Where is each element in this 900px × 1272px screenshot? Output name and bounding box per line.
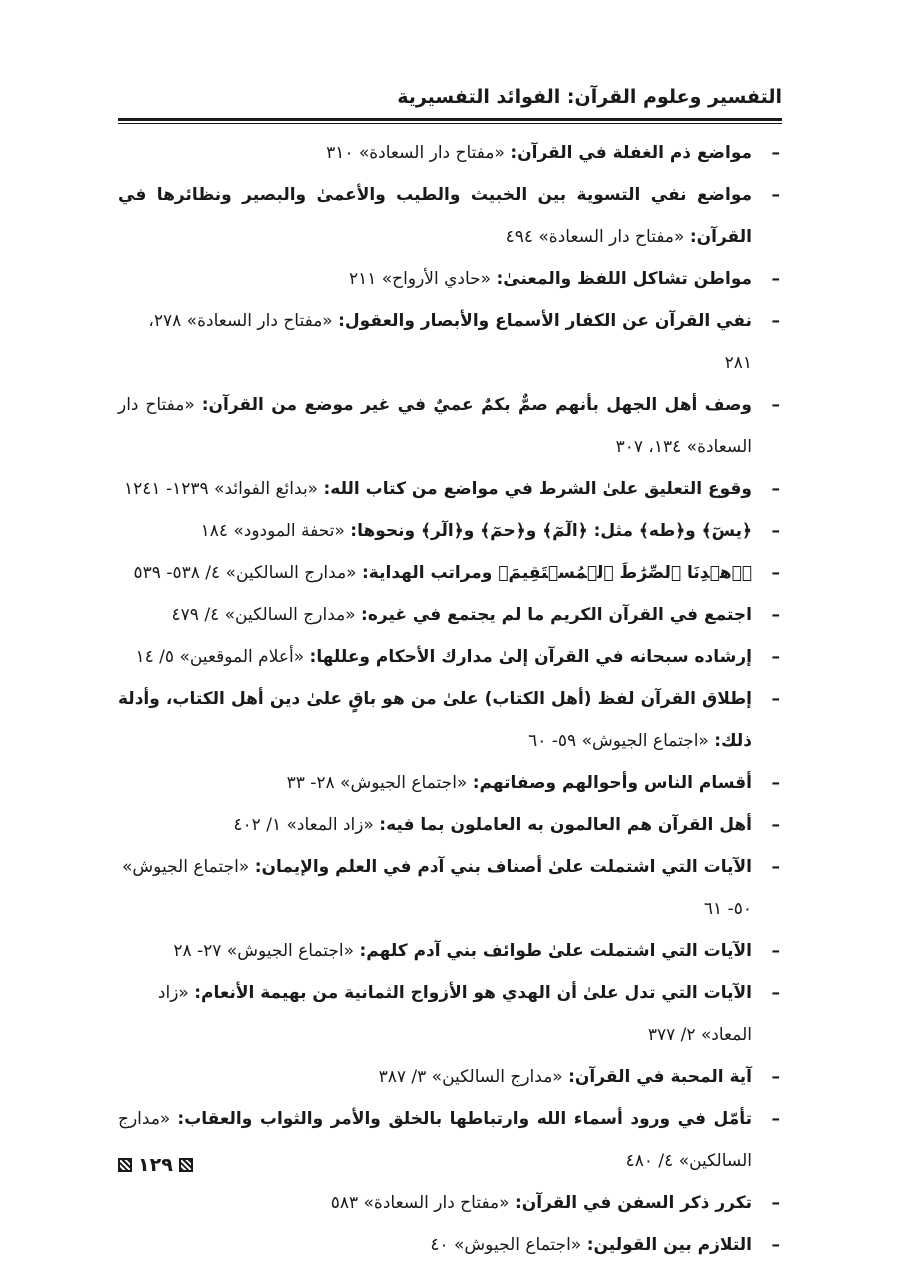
- dash-marker: –: [771, 395, 780, 415]
- dash-marker: –: [771, 815, 780, 835]
- page-number-block: [118, 1150, 193, 1180]
- index-entry: [118, 804, 782, 846]
- entry-reference: «مدارج السالكين» ٤/ ٤٧٩: [171, 605, 362, 625]
- index-entry: [118, 1098, 782, 1182]
- entry-reference: «بدائع الفوائد» ١٢٣٩- ١٢٤١: [124, 479, 324, 499]
- entry-reference: «اجتماع الجيوش» ٥٩- ٦٠: [528, 731, 715, 751]
- entry-title: إرشاده سبحانه في القرآن إلىٰ مدارك الأحكام وعللها:: [309, 647, 752, 667]
- dash-marker: –: [771, 857, 780, 877]
- entry-title: نفي القرآن عن الكفار الأسماع والأبصار والعقول:: [338, 311, 752, 331]
- entry-reference: «مفتاح دار السعادة» ٥٨٣: [330, 1193, 515, 1213]
- entry-title: إطلاق القرآن لفظ (أهل الكتاب) علىٰ من هو باقٍ علىٰ دين أهل الكتاب، وأدلة ذلك:: [118, 689, 752, 751]
- entry-title: الآيات التي اشتملت علىٰ أصناف بني آدم في العلم والإيمان:: [254, 857, 752, 877]
- entry-reference: «اجتماع الجيوش» ٥٠- ٦١: [122, 857, 752, 919]
- entry-title: مواضع ذم الغفلة في القرآن:: [510, 143, 752, 163]
- dash-marker: –: [771, 1067, 780, 1087]
- index-entry-list: [118, 132, 782, 1266]
- dash-marker: –: [771, 605, 780, 625]
- index-entry: [118, 930, 782, 972]
- entry-title: التلازم بين القولين:: [586, 1235, 752, 1255]
- entry-reference: «زاد المعاد» ٢/ ٣٧٧: [157, 983, 752, 1045]
- dash-marker: –: [771, 143, 780, 163]
- index-entry: [118, 762, 782, 804]
- header-rule-thick: [118, 118, 782, 121]
- header-rule-thin: [118, 123, 782, 124]
- index-entry: [118, 1182, 782, 1224]
- entry-title: اجتمع في القرآن الكريم ما لم يجتمع في غيره:: [361, 605, 752, 625]
- index-entry: [118, 678, 782, 762]
- index-entry: [118, 300, 782, 384]
- dash-marker: –: [771, 1235, 780, 1255]
- entry-reference: «تحفة المودود» ١٨٤: [200, 521, 351, 541]
- entry-reference: «مفتاح دار السعادة» ٣١٠: [326, 143, 511, 163]
- ornament-icon: [179, 1158, 193, 1172]
- index-entry: [118, 552, 782, 594]
- dash-marker: –: [771, 479, 780, 499]
- entry-title: تأمّل في ورود أسماء الله وارتباطها بالخلق والأمر والثواب والعقاب:: [177, 1109, 752, 1129]
- dash-marker: –: [771, 689, 780, 709]
- index-entry: [118, 258, 782, 300]
- entry-reference: «اجتماع الجيوش» ٢٨- ٣٣: [286, 773, 473, 793]
- entry-title: الآيات التي تدل علىٰ أن الهدي هو الأزواج الثمانية من بهيمة الأنعام:: [194, 983, 752, 1003]
- entry-reference: «مدارج السالكين» ٤/ ٥٣٨- ٥٣٩: [133, 563, 362, 583]
- entry-reference: «مفتاح دار السعادة» ١٣٤، ٣٠٧: [118, 395, 752, 457]
- page-number: ١٢٩: [138, 1154, 173, 1176]
- entry-reference: «مدارج السالكين» ٤/ ٤٨٠: [118, 1109, 752, 1171]
- dash-marker: –: [771, 311, 780, 331]
- index-entry: [118, 510, 782, 552]
- entry-title: آية المحبة في القرآن:: [568, 1067, 752, 1087]
- entry-title: ﴿ٱهۡدِنَا ٱلصِّرَٰطَ ٱلۡمُسۡتَقِيمَ﴾ ومراتب الهداية:: [362, 563, 752, 583]
- dash-marker: –: [771, 563, 780, 583]
- dash-marker: –: [771, 647, 780, 667]
- index-entry: [118, 132, 782, 174]
- dash-marker: –: [771, 1109, 780, 1129]
- entry-title: أهل القرآن هم العالمون به العاملون بما فيه:: [379, 815, 752, 835]
- entry-title: مواضع نفي التسوية بين الخبيث والطيب والأعمىٰ والبصير ونظائرها في القرآن:: [118, 185, 752, 247]
- running-title: التفسير وعلوم القرآن: الفوائد التفسيرية: [397, 86, 782, 108]
- entry-title: تكرر ذكر السفن في القرآن:: [514, 1193, 752, 1213]
- dash-marker: –: [771, 269, 780, 289]
- entry-title: مواطن تشاكل اللفظ والمعنىٰ:: [496, 269, 752, 289]
- ornament-icon: [118, 1158, 132, 1172]
- entry-reference: «زاد المعاد» ١/ ٤٠٢: [233, 815, 380, 835]
- index-entry: [118, 972, 782, 1056]
- index-entry: [118, 1224, 782, 1266]
- entry-reference: «اجتماع الجيوش» ٢٧- ٢٨: [173, 941, 360, 961]
- entry-reference: «مفتاح دار السعادة» ٢٧٨، ٢٨١: [148, 311, 752, 373]
- index-entry: [118, 636, 782, 678]
- index-entry: [118, 594, 782, 636]
- index-entry: [118, 384, 782, 468]
- dash-marker: –: [771, 1193, 780, 1213]
- entry-reference: «مفتاح دار السعادة» ٤٩٤: [505, 227, 690, 247]
- entry-title: ﴿يسٓ﴾ و﴿طه﴾ مثل: ﴿الٓمٓ﴾ و﴿حمٓ﴾ و﴿الٓر﴾ ونحوها:: [350, 521, 752, 541]
- entry-title: الآيات التي اشتملت علىٰ طوائف بني آدم كلهم:: [359, 941, 752, 961]
- index-entry: [118, 174, 782, 258]
- entry-title: أقسام الناس وأحوالهم وصفاتهم:: [472, 773, 752, 793]
- index-entry: [118, 846, 782, 930]
- dash-marker: –: [771, 773, 780, 793]
- dash-marker: –: [771, 185, 780, 205]
- entry-reference: «اجتماع الجيوش» ٤٠: [430, 1235, 587, 1255]
- entry-reference: «حادي الأرواح» ٢١١: [348, 269, 497, 289]
- dash-marker: –: [771, 521, 780, 541]
- dash-marker: –: [771, 983, 780, 1003]
- entry-title: وقوع التعليق علىٰ الشرط في مواضع من كتاب الله:: [323, 479, 752, 499]
- dash-marker: –: [771, 941, 780, 961]
- entry-title: وصف أهل الجهل بأنهم صمٌّ بكمٌ عميٌ في غير موضع من القرآن:: [201, 395, 752, 415]
- entry-reference: «أعلام الموقعين» ٥/ ١٤: [135, 647, 310, 667]
- entry-reference: «مدارج السالكين» ٣/ ٣٨٧: [378, 1067, 569, 1087]
- index-entry: [118, 1056, 782, 1098]
- index-entry: [118, 468, 782, 510]
